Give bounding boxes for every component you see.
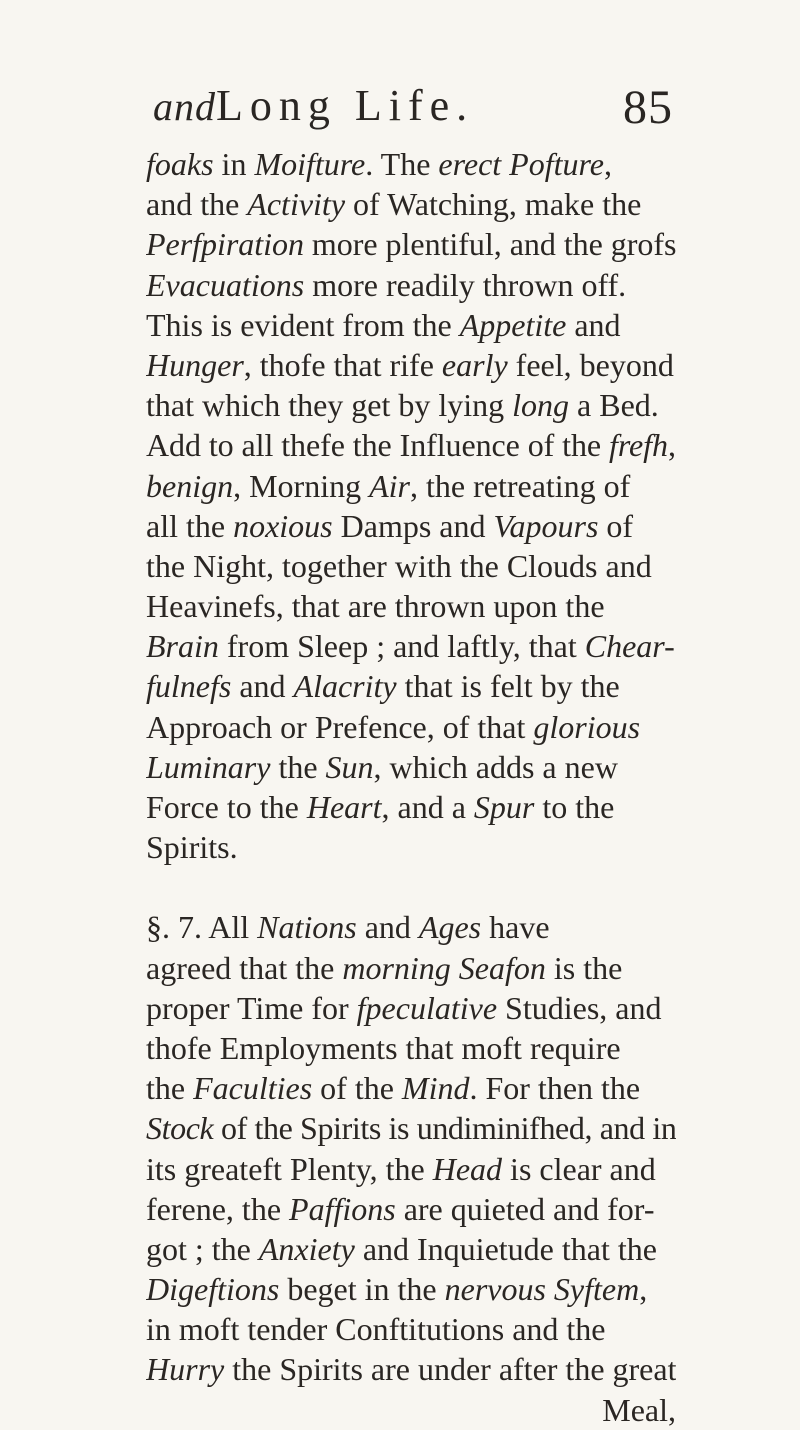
text-line bbox=[146, 466, 676, 506]
text-line bbox=[146, 1108, 676, 1148]
italic-word: Perfpiration bbox=[146, 226, 304, 263]
text-run: , bbox=[639, 1271, 648, 1308]
text-run: the bbox=[146, 1070, 194, 1107]
text-line bbox=[146, 345, 676, 385]
text-run: the Night, together with the Clouds and bbox=[146, 547, 652, 584]
text-run: , thofe that rife bbox=[243, 346, 442, 383]
italic-word: benign bbox=[146, 467, 234, 504]
text-line bbox=[146, 305, 676, 345]
text-line bbox=[146, 546, 676, 586]
italic-word: Mind bbox=[401, 1070, 470, 1107]
text-run: agreed that the bbox=[146, 949, 343, 986]
text-run: proper Time for bbox=[146, 989, 357, 1026]
text-run: This is evident from the bbox=[146, 306, 460, 343]
italic-word: Paffions bbox=[289, 1190, 396, 1227]
text-run: in moft tender Conftitutions and the bbox=[146, 1311, 606, 1348]
italic-word: Chear- bbox=[584, 628, 675, 665]
text-run: Damps and bbox=[332, 507, 494, 544]
text-line bbox=[146, 948, 676, 988]
text-run: that is felt by the bbox=[396, 668, 620, 705]
text-run: the Spirits are under after the great bbox=[224, 1351, 676, 1388]
italic-word: Luminary bbox=[146, 748, 271, 785]
text-run: is clear and bbox=[502, 1150, 656, 1187]
text-line bbox=[146, 1309, 676, 1349]
text-line bbox=[146, 1229, 676, 1269]
text-run: a Bed. bbox=[569, 387, 659, 424]
paragraph-2 bbox=[146, 907, 676, 1389]
text-run: and bbox=[356, 909, 419, 946]
text-line bbox=[146, 1269, 676, 1309]
text-run: feel, beyond bbox=[507, 346, 674, 383]
text-line bbox=[146, 1189, 676, 1229]
italic-word: nervous Syftem bbox=[444, 1271, 640, 1308]
text-run: is the bbox=[545, 949, 623, 986]
text-run: of Watching, make the bbox=[345, 186, 642, 223]
body-text bbox=[146, 144, 676, 1430]
italic-word: glorious bbox=[533, 708, 641, 745]
italic-word: Head bbox=[432, 1150, 503, 1187]
text-line bbox=[146, 224, 676, 264]
italic-word: Air bbox=[369, 467, 410, 504]
text-run: from Sleep ; and laftly, that bbox=[218, 628, 585, 665]
text-line bbox=[146, 265, 676, 305]
paragraph-1 bbox=[146, 144, 676, 867]
text-line bbox=[146, 1068, 676, 1108]
text-line bbox=[146, 907, 676, 947]
catchword: Meal, bbox=[602, 1391, 676, 1428]
italic-word: Evacuations bbox=[146, 266, 305, 303]
text-run: Approach or Prefence, of that bbox=[146, 708, 534, 745]
text-line bbox=[146, 144, 676, 184]
italic-word: Moifture bbox=[254, 146, 366, 182]
text-run: §. 7. All bbox=[146, 909, 258, 946]
text-run: more plentiful, and the grofs bbox=[303, 226, 676, 263]
text-run: are quieted and for- bbox=[395, 1190, 655, 1227]
italic-word: Vapours bbox=[493, 507, 599, 544]
paragraph-gap bbox=[146, 867, 676, 907]
running-header bbox=[153, 80, 673, 140]
text-line bbox=[146, 1149, 676, 1189]
text-run: its greateft Plenty, the bbox=[146, 1150, 433, 1187]
italic-word: Digeftions bbox=[146, 1271, 280, 1308]
italic-word: frefh bbox=[609, 427, 668, 464]
text-run: thofe Employments that moft require bbox=[146, 1029, 621, 1066]
text-run: of the Spirits is undiminifhed, and in bbox=[213, 1110, 676, 1147]
text-run: of the bbox=[312, 1070, 402, 1107]
italic-word: Spur bbox=[473, 789, 535, 825]
text-run: , bbox=[603, 146, 612, 182]
text-line bbox=[146, 1349, 676, 1389]
text-run: that which they get by lying bbox=[146, 387, 513, 424]
text-run: Heavinefs, that are thrown upon the bbox=[146, 588, 605, 625]
italic-word: fpeculative bbox=[356, 989, 498, 1026]
text-run: got ; the bbox=[146, 1230, 259, 1267]
text-run: beget in the bbox=[279, 1271, 445, 1308]
text-run: ferene, the bbox=[146, 1190, 290, 1227]
header-title: Long Life. bbox=[216, 81, 475, 130]
text-run: have bbox=[481, 909, 550, 946]
text-run: . For then the bbox=[469, 1070, 641, 1107]
page-number: 85 bbox=[623, 81, 673, 134]
italic-word: Sun bbox=[325, 748, 374, 785]
text-run: Spirits. bbox=[146, 829, 238, 866]
text-run: and bbox=[566, 306, 621, 343]
text-line bbox=[146, 184, 676, 224]
italic-word: Activity bbox=[247, 186, 346, 223]
header-prefix: and bbox=[153, 84, 216, 129]
italic-word: early bbox=[441, 346, 508, 383]
italic-word: Faculties bbox=[193, 1070, 313, 1107]
italic-word: Hunger bbox=[146, 346, 244, 383]
italic-word: noxious bbox=[233, 507, 333, 544]
text-line bbox=[146, 707, 676, 747]
text-line bbox=[146, 425, 676, 465]
italic-word: Nations bbox=[257, 909, 357, 946]
text-run: and Inquietude that the bbox=[354, 1230, 657, 1267]
text-run: , and a bbox=[381, 789, 474, 825]
italic-word: Heart bbox=[306, 789, 382, 825]
text-run: of bbox=[598, 507, 634, 544]
text-run: in bbox=[213, 146, 255, 182]
text-run: the bbox=[270, 748, 326, 785]
text-line bbox=[146, 1028, 676, 1068]
text-line bbox=[146, 988, 676, 1028]
text-line bbox=[146, 586, 676, 626]
italic-word: long bbox=[512, 387, 570, 424]
text-run: all the bbox=[146, 507, 234, 544]
text-line bbox=[146, 385, 676, 425]
text-run: and the bbox=[146, 186, 248, 223]
text-line bbox=[146, 747, 676, 787]
italic-word: erect Pofture bbox=[438, 146, 604, 182]
text-run: , bbox=[667, 427, 676, 464]
text-run: more readily thrown off. bbox=[304, 266, 627, 303]
italic-word: Anxiety bbox=[258, 1230, 355, 1267]
text-run: to the bbox=[534, 789, 615, 825]
italic-word: foaks bbox=[146, 146, 214, 182]
italic-word: fulnefs bbox=[146, 668, 232, 705]
text-run: Studies, and bbox=[497, 989, 662, 1026]
italic-word: Stock bbox=[146, 1110, 214, 1147]
text-line bbox=[146, 626, 676, 666]
text-run: , the retreating of bbox=[409, 467, 631, 504]
text-run: Add to all thefe the Influence of the bbox=[146, 427, 610, 464]
italic-word: Appetite bbox=[459, 306, 567, 343]
text-run: , which adds a new bbox=[373, 748, 618, 785]
italic-word: Alacrity bbox=[293, 668, 397, 705]
italic-word: morning Seafon bbox=[342, 949, 546, 986]
text-run: Force to the bbox=[146, 789, 307, 825]
text-run: and bbox=[231, 668, 294, 705]
text-run: , Morning bbox=[233, 467, 370, 504]
italic-word: Brain bbox=[146, 628, 219, 665]
text-line bbox=[146, 506, 676, 546]
italic-word: Hurry bbox=[146, 1351, 225, 1388]
text-line bbox=[146, 787, 676, 827]
text-line bbox=[146, 666, 676, 706]
text-line bbox=[146, 827, 676, 867]
text-run: . The bbox=[365, 146, 439, 182]
italic-word: Ages bbox=[418, 909, 482, 946]
